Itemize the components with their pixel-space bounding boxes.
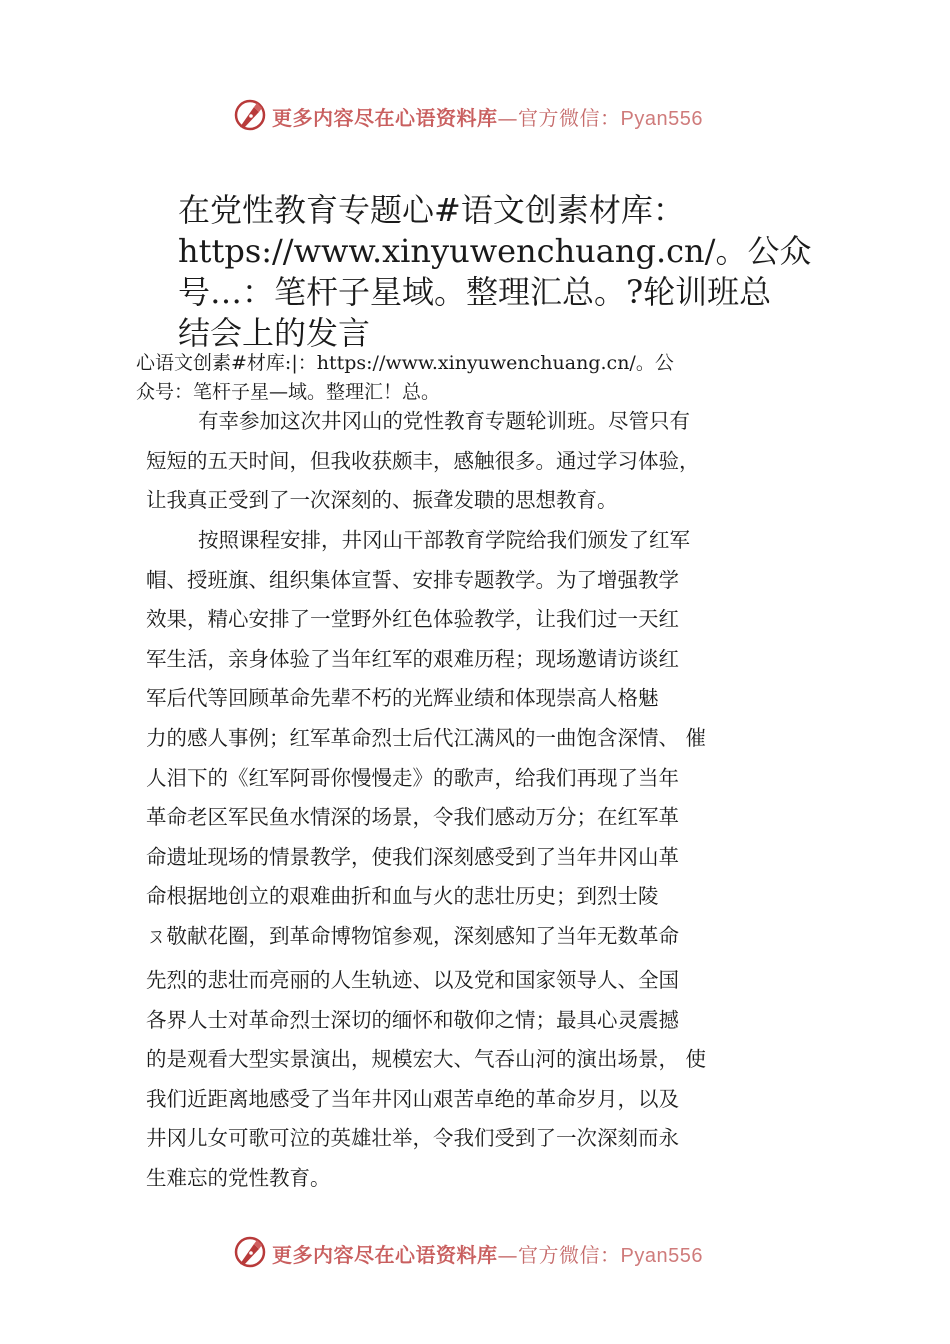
banner-text (272, 1239, 703, 1268)
banner-wechat-id: Pyan556 (620, 1245, 703, 1267)
text-line: 生难忘的党性教育。 (146, 1165, 331, 1190)
banner-site-name: 更多内容尽在心语资料库 (272, 1243, 498, 1267)
pen-nib-logo-icon (232, 1234, 268, 1270)
title-line: 号…：笔杆子星域。整理汇总。?轮训班总 (178, 273, 772, 311)
banner-text (272, 102, 703, 131)
text-line: 井冈儿女可歌可泣的英雄壮举，令我们受到了一次深刻而永 (146, 1126, 679, 1151)
paragraph-1 (146, 402, 826, 521)
banner-site-name: 更多内容尽在心语资料库 (272, 106, 498, 130)
text-line: 命遗址现场的情景教学，使我们深刻感受到了当年井冈山革 (146, 844, 679, 869)
banner-wechat-label: 官方微信： (518, 106, 621, 130)
source-note-line: 众号：笔杆子星—域。整理汇！总。 (136, 381, 441, 403)
text-line: 军生活，亲身体验了当年红军的艰难历程；现场邀请访谈红 (146, 646, 679, 671)
title-line: 在党性教育专题心#语文创素材库： (178, 191, 685, 229)
text-line: 人泪下的《红军阿哥你慢慢走》的歌声，给我们再现了当年 (146, 765, 679, 790)
text-line: 各界人士对革命烈士深切的缅怀和敬仰之情；最具心灵震撼 (146, 1007, 679, 1032)
text-line: 革命老区军民鱼水情深的场景，令我们感动万分；在红军革 (146, 805, 679, 830)
text-line: 短短的五天时间，但我收获颇丰，感触很多。通过学习体验， (146, 448, 700, 473)
text-line: ㄡ敬献花圈，到革命博物馆参观，深刻感知了当年无数革命 (146, 923, 679, 948)
text-line: 我们近距离地感受了当年井冈山艰苦卓绝的革命岁月，以及 (146, 1086, 679, 1111)
source-note-line: 心语文创素#材库:|：https://www.xinyuwenchuang.cn/。公 (136, 352, 674, 374)
text-line: 有幸参加这次井冈山的党性教育专题轮训班。尽管只有 (198, 409, 690, 433)
text-line: 力的感人事例；红军革命烈士后代江满风的一曲饱含深情、 催 (146, 725, 707, 750)
title-line: 结会上的发言 (178, 314, 371, 352)
document-title (178, 190, 858, 354)
text-line: 命根据地创立的艰难曲折和血与火的悲壮历史；到烈士陵 (146, 884, 659, 909)
pen-nib-logo-icon (232, 97, 268, 133)
paragraph-2 (146, 521, 826, 957)
text-line: 让我真正受到了一次深刻的、振聋发聩的思想教育。 (146, 488, 618, 513)
text-line: 按照课程安排，井冈山干部教育学院给我们颁发了红军 (198, 528, 690, 552)
banner-dash: — (497, 106, 518, 130)
banner-wechat-label: 官方微信： (518, 1243, 621, 1267)
title-line: https://www.xinyuwenchuang.cn/。公众 (178, 232, 812, 270)
text-line: 军后代等回顾革命先辈不朽的光辉业绩和体现崇高人格魅 (146, 686, 659, 711)
paragraph-3 (146, 961, 826, 1199)
text-line: 的是观看大型实景演出，规模宏大、气吞山河的演出场景， 使 (146, 1047, 707, 1072)
footer-banner (0, 1232, 950, 1272)
banner-wechat-id: Pyan556 (620, 108, 703, 130)
text-line: 效果，精心安排了一堂野外红色体验教学，让我们过一天红 (146, 607, 679, 632)
header-banner (0, 95, 950, 135)
text-line: 帽、授班旗、组织集体宣誓、安排专题教学。为了增强教学 (146, 567, 679, 592)
text-line: 先烈的悲壮而亮丽的人生轨迹、以及党和国家领导人、全国 (146, 968, 679, 992)
banner-dash: — (497, 1243, 518, 1267)
source-note (136, 349, 836, 407)
